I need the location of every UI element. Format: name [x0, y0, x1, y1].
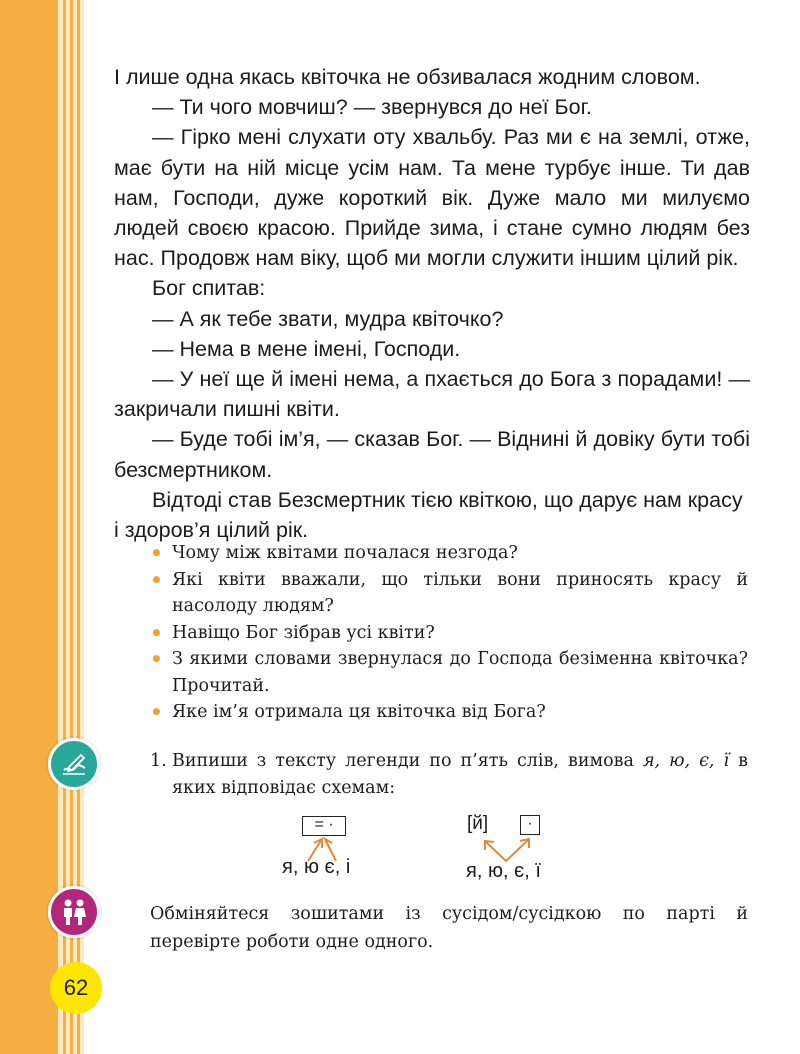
question-item: • Навіщо Бог зібрав усі квіти?: [150, 620, 435, 645]
story-paragraph: — Нема в мене імені, Господи.: [152, 336, 461, 361]
task-number: 1.: [150, 751, 167, 771]
question-list: [150, 540, 748, 726]
page-number: 62: [50, 962, 102, 1014]
scheme-label: я, ю є, і: [282, 856, 351, 878]
story-paragraph: — У неї ще й імені нема, а пхається до Бога з порадами! — закричали пишні квіти.: [114, 367, 750, 422]
task-text: в яких відповідає схемам:: [172, 751, 748, 798]
scheme-label: я, ю, є, ї: [466, 860, 541, 882]
bullet-icon: •: [150, 620, 163, 645]
write-task-icon: [48, 738, 100, 790]
story-text: [114, 62, 750, 545]
story-paragraph: — Буде тобі ім’я, — сказав Бог. — Віднині й довіку бути тобі безсмертником.: [114, 427, 750, 482]
task-text: Випиши з тексту легенди по п’ять слів, вимова: [172, 751, 643, 771]
question-item: • Які квіти вважали, що тільки вони приносять красу й насолоду людям?: [150, 567, 748, 616]
sound-scheme-box: ·: [520, 815, 540, 835]
bullet-icon: •: [150, 567, 163, 592]
question-item: • З якими словами звернулася до Господа безіменна квіточка? Прочитай.: [150, 647, 748, 696]
question-item: • Чому між квітами почалася незгода?: [150, 541, 518, 565]
story-paragraph: Бог спитав:: [152, 276, 266, 301]
story-paragraph: — Гірко мені слухати оту хвальбу. Раз ми є на землі, отже, має бути на ній місце усім нам. Та мене турбує інше. Ти дав нам, Господи, дуже короткий вік. Дуже мало ми милуємо людей своєю красою. Прийде зима, і стане сумно людям без нас. Продовж нам віку, щоб ми могли служити іншим цілий рік.: [114, 125, 750, 271]
question-item: • Яке ім’я отримала ця квіточка від Бога?: [150, 700, 546, 724]
page-sidebar: [0, 0, 58, 1054]
task-letters: я, ю, є, ї: [642, 751, 730, 771]
bullet-icon: •: [150, 700, 163, 724]
pair-work-icon: [48, 886, 100, 938]
story-paragraph: — Ти чого мовчиш? — звернувся до неї Бог.: [152, 95, 592, 120]
sound-scheme-box: = ·: [302, 816, 346, 836]
sound-yot: [й]: [467, 813, 489, 834]
story-paragraph: І лише одна якась квіточка не обзивалася жодним словом.: [114, 65, 701, 89]
bullet-icon: •: [150, 647, 163, 671]
story-paragraph: — А як тебе звати, мудра квіточко?: [152, 306, 504, 331]
task-1: [150, 748, 748, 801]
pair-exchange-instruction: Обміняйтеся зошитами із сусідом/сусідкою по парті й перевірте роботи одне одного.: [150, 904, 748, 952]
story-paragraph: Відтоді став Безсмертник тією квіткою, що дарує нам красу і здоров’я цілий рік.: [114, 487, 743, 543]
bullet-icon: •: [150, 541, 163, 565]
